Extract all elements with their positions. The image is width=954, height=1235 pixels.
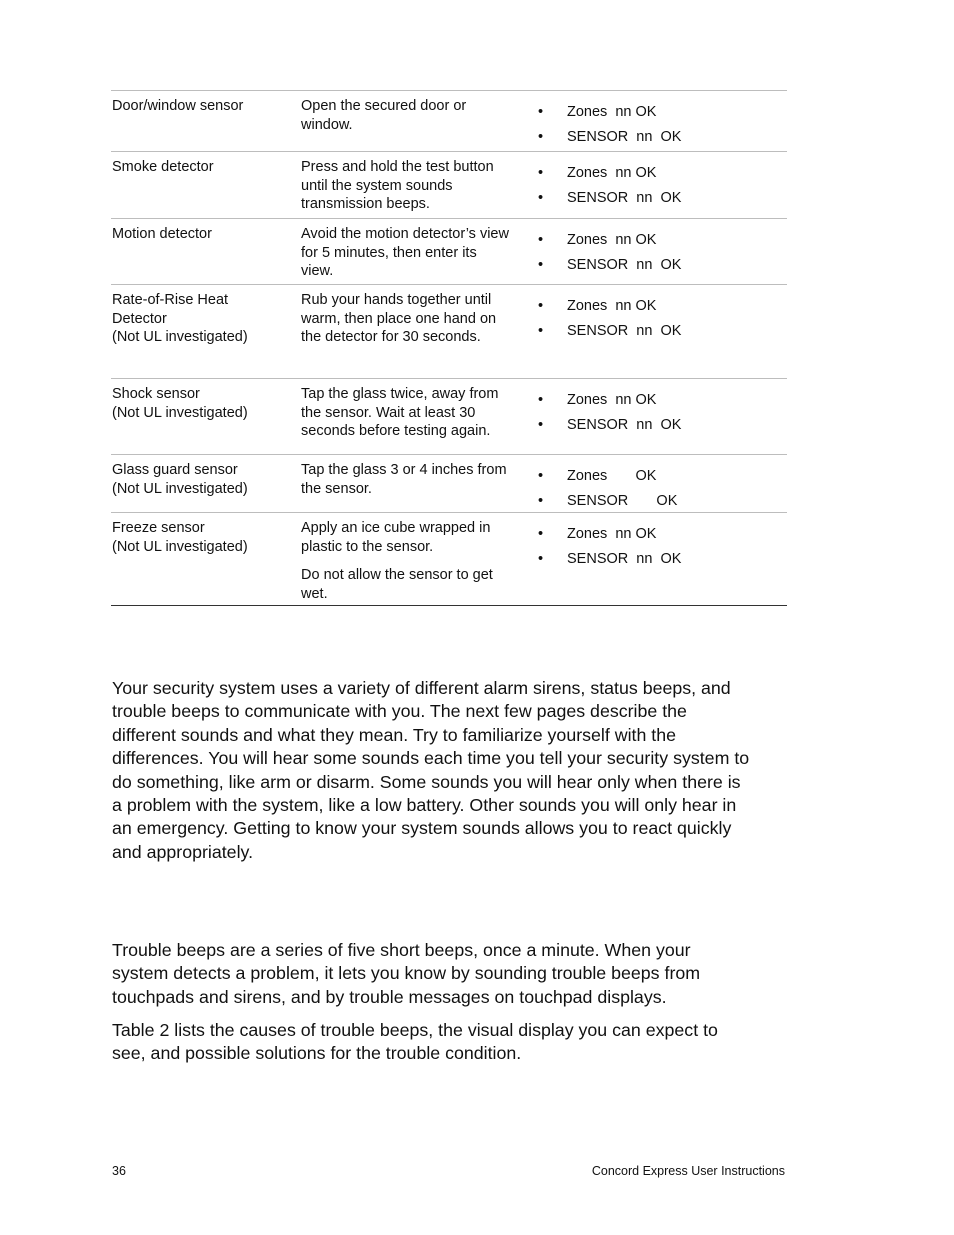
test-instruction-line: for 5 minutes, then enter its xyxy=(301,244,477,261)
expected-display-cell xyxy=(536,164,776,213)
paragraph-line: Table 2 lists the causes of trouble beeps, the visual display you can expect to xyxy=(112,1020,718,1040)
display-bullet-item xyxy=(536,231,776,256)
test-instruction-line: Do not allow the sensor to get xyxy=(301,567,493,584)
display-message: SENSOR nn OK xyxy=(567,322,682,339)
trouble-beeps-paragraph xyxy=(112,939,792,1009)
test-instruction-line: the detector for 30 seconds. xyxy=(301,329,481,346)
paragraph-line: trouble beeps to communicate with you. The next few pages describe the xyxy=(112,701,687,722)
bullet-icon: • xyxy=(538,468,544,484)
intro-paragraph xyxy=(112,677,792,864)
test-instruction-line: transmission beeps. xyxy=(301,196,430,213)
display-bullet-item xyxy=(536,189,776,214)
sensor-name-line: Shock sensor xyxy=(112,386,200,402)
bullet-icon: • xyxy=(538,550,544,567)
expected-display-cell xyxy=(536,231,776,280)
sensor-name-line: Detector xyxy=(112,310,167,327)
table-row xyxy=(111,152,787,219)
sensor-name-line: (Not UL investigated) xyxy=(112,480,248,497)
paragraph-line: do something, like arm or disarm. Some sounds you will hear only when there is xyxy=(112,771,741,792)
bullet-icon: • xyxy=(538,256,544,273)
display-bullet-item xyxy=(536,164,776,189)
test-instruction-line: view. xyxy=(301,263,334,280)
expected-display-cell xyxy=(536,297,776,346)
sensor-name-cell xyxy=(112,519,292,556)
sensor-test-table xyxy=(111,90,787,606)
expected-display-cell xyxy=(536,103,776,152)
test-instructions-cell xyxy=(301,461,527,498)
table-row xyxy=(111,219,787,285)
sensor-name-cell xyxy=(112,225,292,244)
test-instructions-cell xyxy=(301,385,527,441)
test-instruction-line: the sensor. Wait at least 30 xyxy=(301,404,476,421)
bullet-icon: • xyxy=(538,298,544,314)
test-instruction-line: warm, then place one hand on xyxy=(301,310,497,327)
display-message: Zones nn OK xyxy=(567,165,657,181)
test-instruction-line: Tap the glass twice, away from xyxy=(301,386,499,402)
sensor-name-line: Rate-of-Rise Heat xyxy=(112,292,229,308)
display-message: SENSOR nn OK xyxy=(567,416,682,433)
display-bullet-item xyxy=(536,391,776,416)
paragraph-line: touchpads and sirens, and by trouble messages on touchpad displays. xyxy=(112,986,667,1007)
display-message: SENSOR OK xyxy=(567,492,678,509)
paragraph-line: and appropriately. xyxy=(112,841,254,862)
sensor-name-cell xyxy=(112,291,292,347)
table-reference-paragraph xyxy=(112,1019,792,1066)
display-message: Zones nn OK xyxy=(567,526,657,542)
bullet-icon: • xyxy=(538,104,544,120)
paragraph-line: Trouble beeps are a series of five short beeps, once a minute. When your xyxy=(112,940,691,960)
sensor-name-cell xyxy=(112,158,292,177)
paragraph-line: Your security system uses a variety of different alarm sirens, status beeps, and xyxy=(112,678,731,698)
paragraph-line: different sounds and what they mean. Try to familiarize yourself with the xyxy=(112,724,677,745)
table-row xyxy=(111,455,787,513)
test-instructions-cell xyxy=(301,291,527,347)
display-message: Zones OK xyxy=(567,468,657,484)
sensor-name-line: (Not UL investigated) xyxy=(112,404,248,421)
display-bullet-item xyxy=(536,525,776,550)
sensor-name-line: Smoke detector xyxy=(112,159,214,175)
sensor-name-cell xyxy=(112,97,292,116)
test-instructions-cell xyxy=(301,225,527,281)
sensor-name-line: Motion detector xyxy=(112,226,212,242)
sensor-name-line: (Not UL investigated) xyxy=(112,329,248,346)
table-row xyxy=(111,513,787,606)
test-instruction-line: wet. xyxy=(301,585,328,602)
display-message: Zones nn OK xyxy=(567,104,657,120)
test-instruction-line: until the system sounds xyxy=(301,177,453,194)
table-row xyxy=(111,285,787,379)
test-instruction-line: Apply an ice cube wrapped in xyxy=(301,520,491,536)
sensor-name-line: Freeze sensor xyxy=(112,520,205,536)
expected-display-cell xyxy=(536,391,776,440)
paragraph-line: an emergency. Getting to know your system sounds allows you to react quickly xyxy=(112,818,732,839)
bullet-icon: • xyxy=(538,392,544,408)
test-instructions-cell xyxy=(301,97,527,134)
display-message: SENSOR nn OK xyxy=(567,189,682,206)
sensor-name-line: Door/window sensor xyxy=(112,98,244,114)
bullet-icon: • xyxy=(538,322,544,339)
display-bullet-item xyxy=(536,467,776,492)
sensor-name-line: Glass guard sensor xyxy=(112,462,238,478)
test-instruction-line: Press and hold the test button xyxy=(301,159,494,175)
bullet-icon: • xyxy=(538,128,544,145)
sensor-name-cell xyxy=(112,385,292,422)
paragraph-line: see, and possible solutions for the trouble condition. xyxy=(112,1043,522,1064)
table-row xyxy=(111,379,787,455)
test-instruction-line: window. xyxy=(301,116,353,133)
display-bullet-item xyxy=(536,256,776,281)
bullet-icon: • xyxy=(538,165,544,181)
bullet-icon: • xyxy=(538,492,544,509)
expected-display-cell xyxy=(536,525,776,574)
paragraph-line: differences. You will hear some sounds each time you tell your security system to xyxy=(112,748,750,769)
display-bullet-item xyxy=(536,128,776,153)
test-instruction-line: Rub your hands together until xyxy=(301,292,492,308)
display-bullet-item xyxy=(536,297,776,322)
paragraph-line: system detects a problem, it lets you know by sounding trouble beeps from xyxy=(112,963,701,984)
display-bullet-item xyxy=(536,550,776,575)
display-message: SENSOR nn OK xyxy=(567,256,682,273)
bullet-icon: • xyxy=(538,416,544,433)
test-instructions-cell xyxy=(301,158,527,214)
bullet-icon: • xyxy=(538,189,544,206)
document-title: Concord Express User Instructions xyxy=(591,1164,785,1178)
expected-display-cell xyxy=(536,467,776,516)
display-message: Zones nn OK xyxy=(567,232,657,248)
display-message: Zones nn OK xyxy=(567,392,657,408)
display-bullet-item xyxy=(536,322,776,347)
bullet-icon: • xyxy=(538,526,544,542)
page-number: 36 xyxy=(112,1164,126,1178)
display-bullet-item xyxy=(536,416,776,441)
test-instruction-line: the sensor. xyxy=(301,480,372,497)
table-row xyxy=(111,91,787,152)
display-message: SENSOR nn OK xyxy=(567,128,682,145)
display-message: SENSOR nn OK xyxy=(567,550,682,567)
paragraph-line: a problem with the system, like a low battery. Other sounds you will only hear in xyxy=(112,795,737,816)
test-instruction-line: plastic to the sensor. xyxy=(301,538,434,555)
test-instruction-line: Open the secured door or xyxy=(301,98,467,114)
bullet-icon: • xyxy=(538,232,544,248)
test-instruction-line: seconds before testing again. xyxy=(301,423,491,440)
test-instruction-line: Tap the glass 3 or 4 inches from xyxy=(301,462,507,478)
display-bullet-item xyxy=(536,103,776,128)
display-message: Zones nn OK xyxy=(567,298,657,314)
sensor-name-cell xyxy=(112,461,292,498)
test-instruction-line: Avoid the motion detector’s view xyxy=(301,226,509,242)
sensor-name-line: (Not UL investigated) xyxy=(112,538,248,555)
test-instructions-cell xyxy=(301,519,527,603)
